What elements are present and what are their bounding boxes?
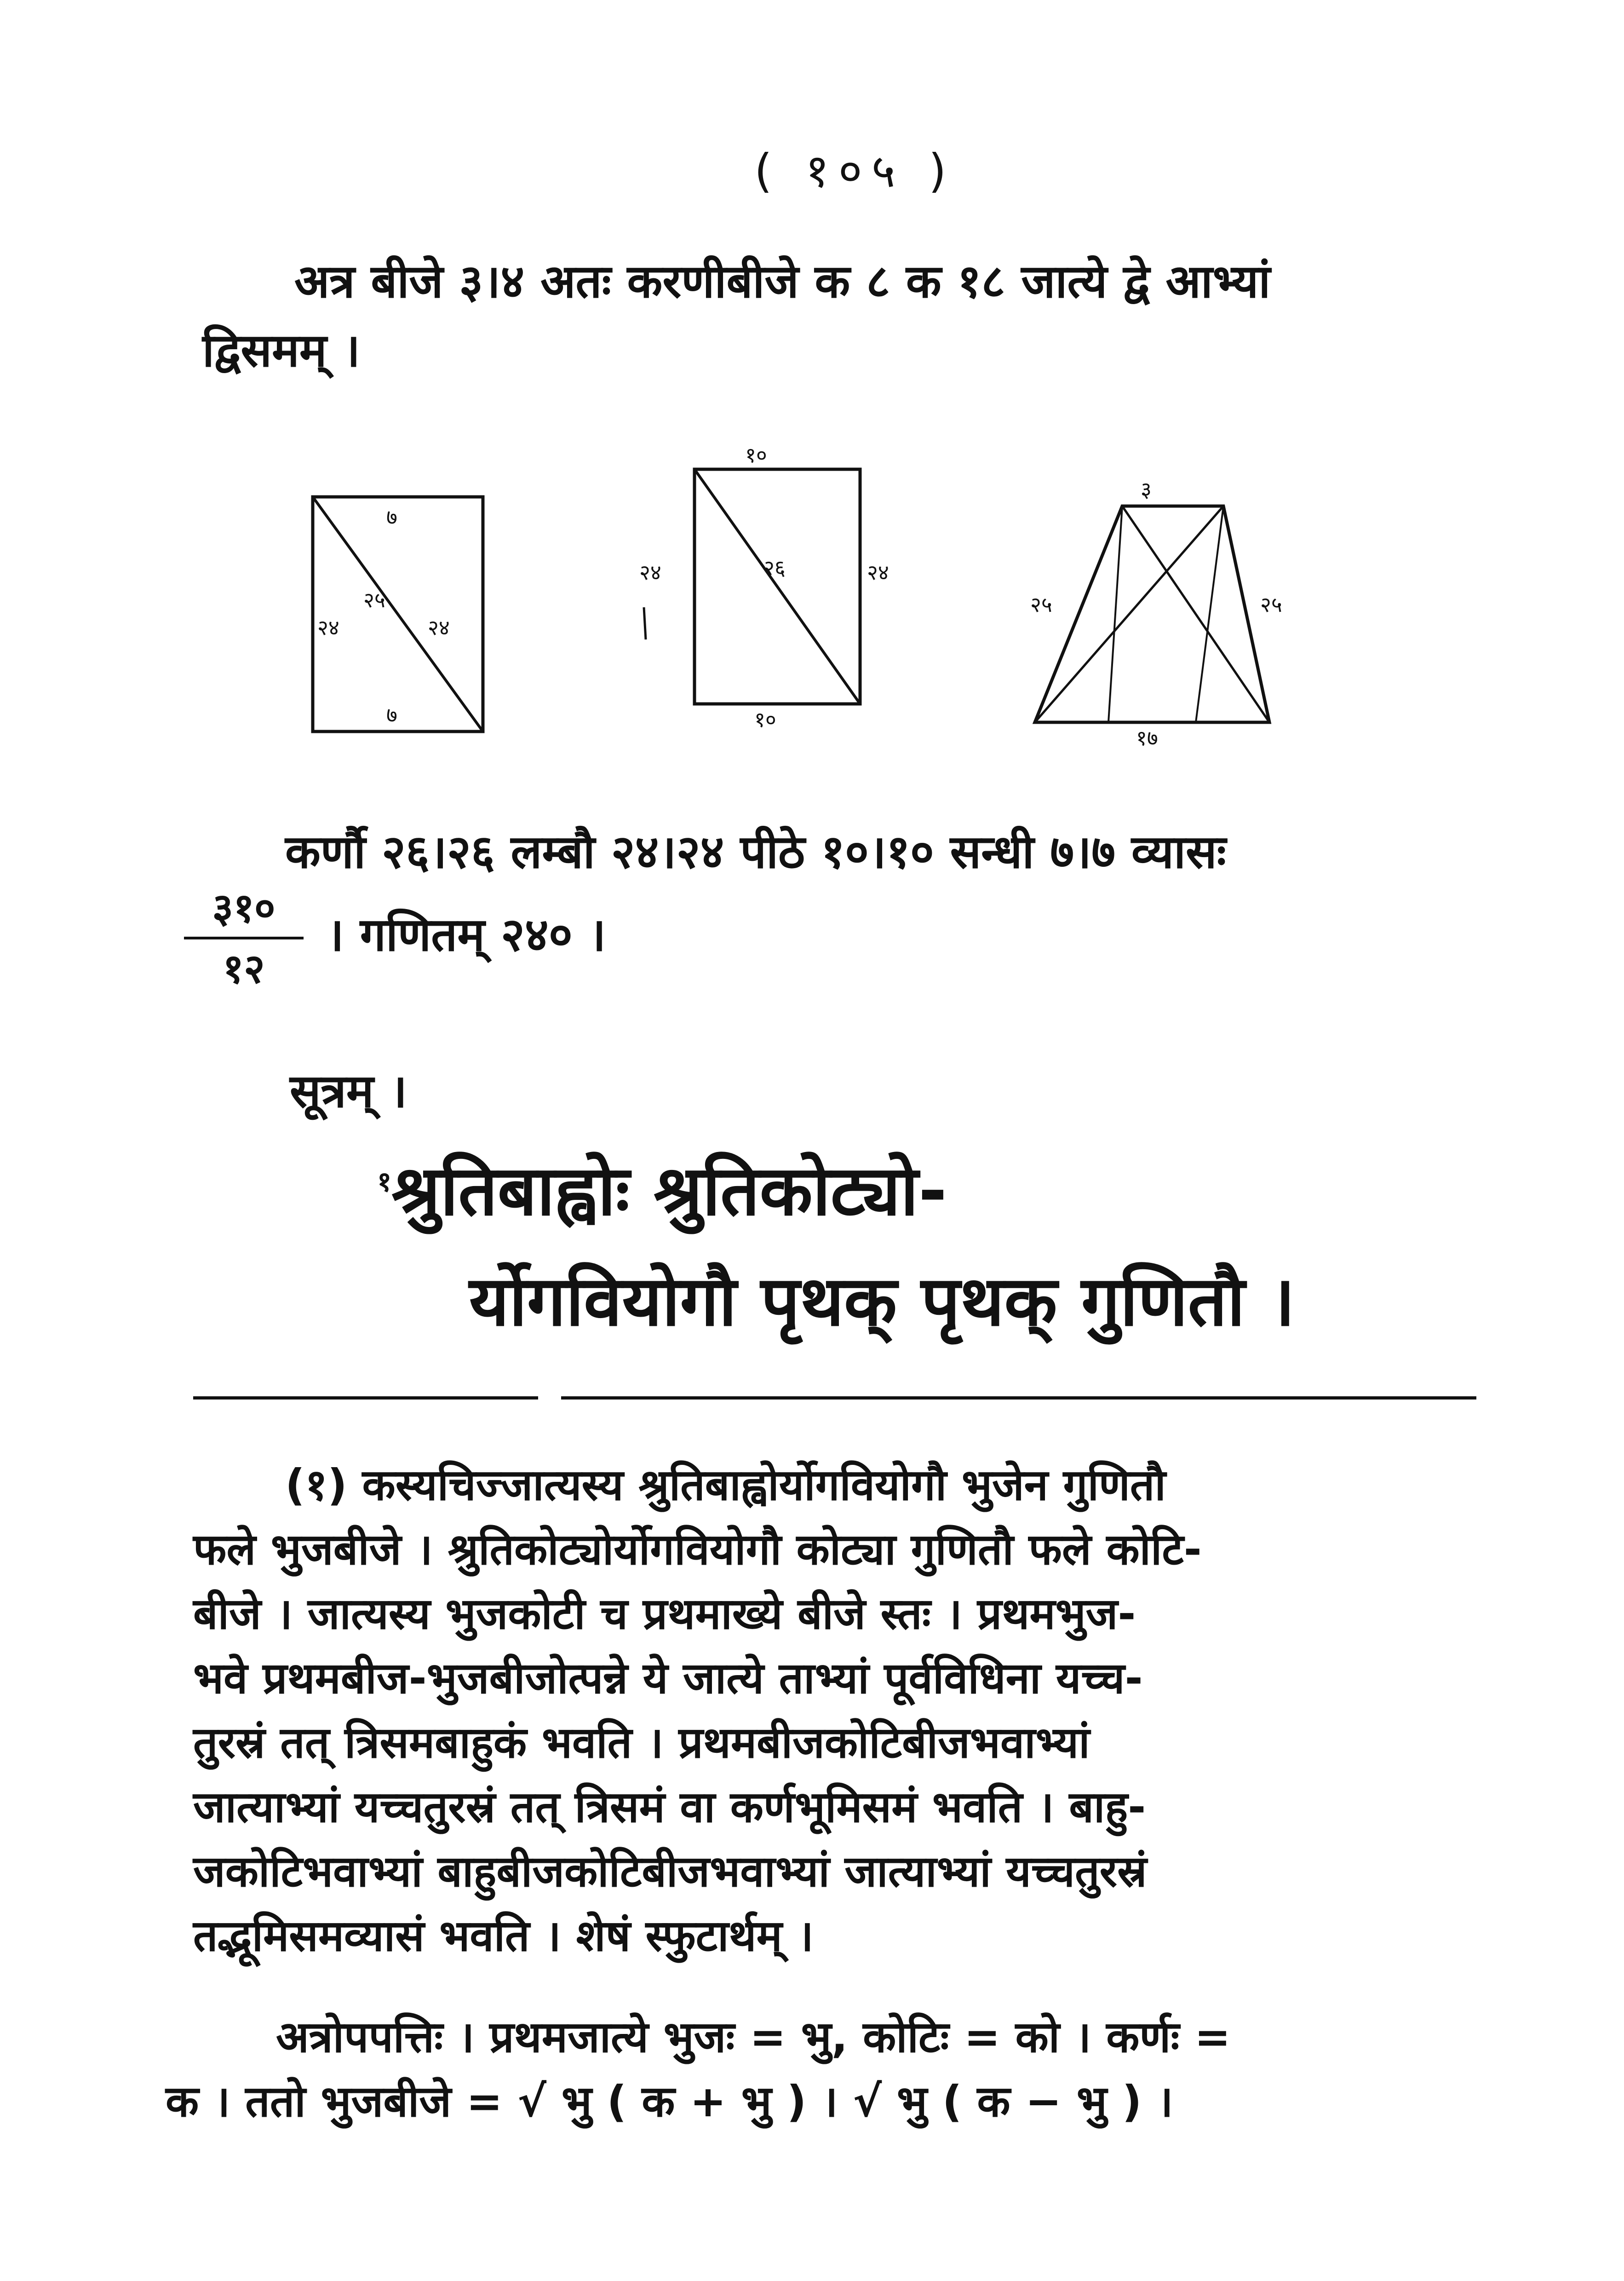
- footnote-rule-left: [193, 1396, 538, 1400]
- sutra-label: सूत्रम् ।: [290, 1064, 407, 1118]
- fig1-bottom-label: ७: [386, 703, 397, 727]
- fig2-stray-mark: [644, 607, 646, 639]
- fig2-diagonal-label: २६: [763, 555, 786, 580]
- footnote-mark: १: [377, 1166, 392, 1198]
- trapezium-outline: [1035, 506, 1269, 722]
- intro-line-1: अत्र बीजे ३।४ अतः करणीबीजे क ८ क १८ जात्ये द्वे आभ्यां: [294, 254, 1271, 308]
- fraction-vyasa: [184, 879, 304, 995]
- fig2-left-label: २४: [639, 560, 661, 585]
- fig3-bottom-label: १७: [1136, 726, 1158, 750]
- trapezium-height-right: [1196, 506, 1223, 722]
- footnote-rule-right: [561, 1396, 1476, 1400]
- commentary-line-2: फले भुजबीजे । श्रुतिकोट्योर्योगवियोगौ कोट्या गुणितौ फले कोटि-: [193, 1525, 1202, 1575]
- fig1-top-label: ७: [386, 505, 397, 530]
- figure-rectangle-1: [304, 488, 497, 747]
- sutra-text-1: श्रुतिबाह्वोः श्रुतिकोट्यो-: [391, 1151, 947, 1231]
- fig1-right-label: २४: [428, 615, 450, 640]
- summary-line-1: कर्णौ २६।२६ लम्बौ २४।२४ पीठे १०।१० सन्धी ७।७ व्यासः: [285, 825, 1226, 879]
- fig2-right-label: २४: [867, 560, 889, 585]
- rect-1-diagonal: [313, 497, 483, 732]
- sutra-line-1: [377, 1141, 947, 1235]
- proof-line-1: अत्रोपपत्तिः । प्रथमजात्ये भुजः = भु, कोटिः = को । कर्णः =: [276, 2012, 1231, 2062]
- intro-line-2: द्विसमम् ।: [202, 323, 361, 377]
- fraction-denominator: १२: [223, 945, 265, 992]
- sutra-line-2: र्योगवियोगौ पृथक् पृथक् गुणितौ ।: [469, 1261, 1296, 1342]
- commentary-line-6: जात्याभ्यां यच्चतुरस्रं तत् त्रिसमं वा कर्णभूमिसमं भवति । बाहु-: [193, 1782, 1146, 1832]
- fig2-bottom-label: १०: [754, 707, 776, 732]
- commentary-line-8: तद्भूमिसमव्यासं भवति । शेषं स्फुटार्थम् ।: [193, 1911, 814, 1961]
- commentary-line-1: (१) कस्यचिज्जात्यस्य श्रुतिबाह्वोर्योगवियोगौ भुजेन गुणितौ: [285, 1460, 1166, 1510]
- fig1-left-label: २४: [317, 615, 339, 640]
- proof-line-2: क । ततो भुजबीजे = √ भु ( क + भु ) । √ भु ( क − भु ) ।: [166, 2077, 1173, 2127]
- commentary-line-4: भवे प्रथमबीज-भुजबीजोत्पन्ने ये जात्ये ताभ्यां पूर्वविधिना यच्च-: [193, 1653, 1143, 1704]
- summary-line-2: । गणितम् २४० ।: [327, 908, 606, 962]
- commentary-line-5: तुरस्रं तत् त्रिसमबाहुकं भवति । प्रथमबीजकोटिबीजभवाभ्यां: [193, 1718, 1090, 1768]
- figure-rectangle-2: [625, 442, 911, 738]
- page-number: ( १०५ ): [754, 144, 956, 198]
- fig3-top-label: ३: [1141, 477, 1152, 502]
- fig2-top-label: १०: [745, 443, 767, 467]
- fig1-diagonal-label: २५: [363, 588, 385, 612]
- figure-trapezium: [1003, 455, 1325, 752]
- commentary-line-7: जकोटिभवाभ्यां बाहुबीजकोटिबीजभवाभ्यां जात्याभ्यां यच्चतुरस्रं: [193, 1847, 1147, 1897]
- fig3-right-label: २५: [1260, 592, 1282, 617]
- fraction-numerator: ३१०: [184, 879, 304, 939]
- rect-2-diagonal: [694, 469, 860, 704]
- fig3-left-label: २५: [1030, 592, 1052, 617]
- commentary-line-3: बीजे । जात्यस्य भुजकोटी च प्रथमाख्ये बीजे स्तः । प्रथमभुज-: [193, 1589, 1136, 1639]
